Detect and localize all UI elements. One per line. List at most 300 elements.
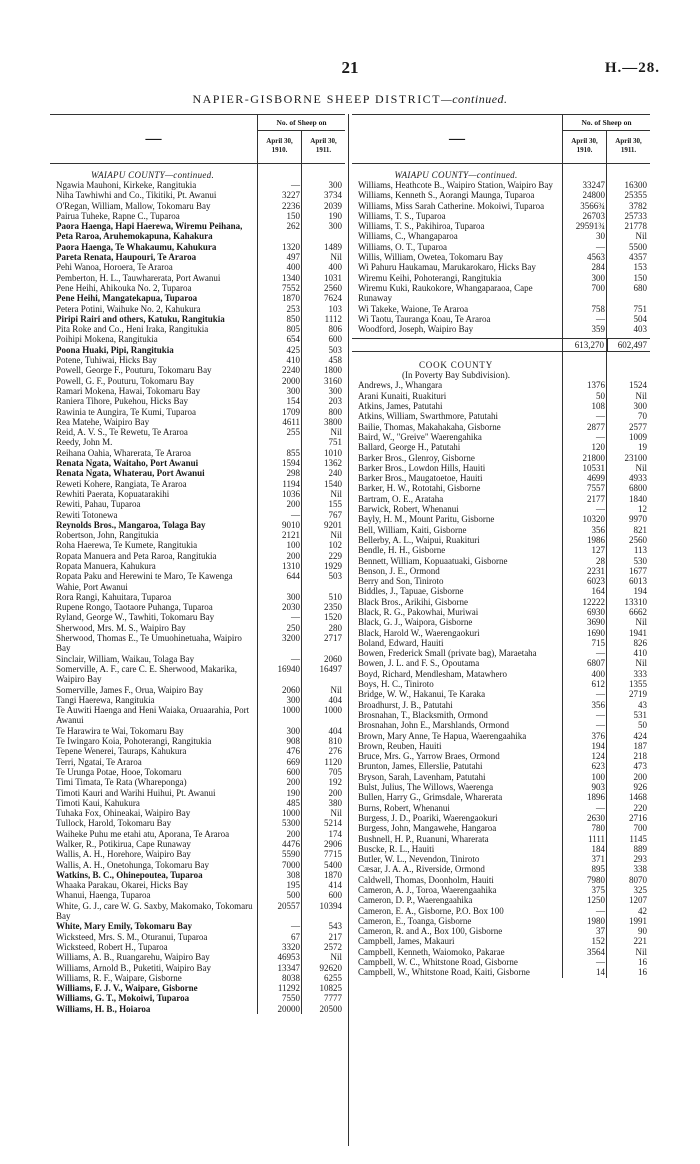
header-dash: —: [145, 130, 162, 147]
sheep-1911: 4357: [629, 252, 647, 263]
sheep-1911: 2560: [629, 534, 647, 545]
table-row: [50, 633, 345, 654]
section-heading: WAIAPU COUNTY—continued.: [90, 170, 215, 180]
sheep-1911: 6255: [324, 972, 342, 983]
table-row: [50, 540, 345, 550]
table-row: [50, 345, 345, 355]
owner-name: Williams, G. T., Mokoiwi, Tuparoa: [56, 993, 190, 1004]
sheep-1911: 767: [328, 509, 342, 520]
table-row: [352, 525, 650, 535]
table-row: [50, 973, 345, 983]
sheep-1911: 1031: [324, 272, 342, 283]
sheep-1910: 4611: [282, 416, 300, 427]
sheep-1911: 1010: [324, 447, 342, 458]
table-row: [352, 231, 650, 241]
owner-name: Timi Timata, Te Rata (Whareponga): [56, 777, 187, 788]
table-row: [50, 798, 345, 808]
sheep-1911: Nil: [330, 488, 342, 499]
section-heading-cook: COOK COUNTY: [418, 360, 494, 371]
sheep-1910: 3200: [282, 633, 300, 644]
sheep-1910: 7557: [587, 483, 605, 494]
owner-name: Barker Bros., Glenroy, Gisborne: [358, 452, 475, 463]
owner-name: Potene, Tuhiwai, Hicks Bay: [56, 355, 157, 366]
table-row: [352, 710, 650, 720]
sheep-1910: 255: [286, 427, 300, 438]
sheep-1910: 600: [286, 766, 300, 777]
sheep-1910: 2630: [587, 812, 605, 823]
sheep-1911: 240: [328, 468, 342, 479]
sheep-1910: 108: [591, 401, 605, 412]
owner-name: Cameron, R. and A., Box 100, Gisborne: [358, 926, 503, 937]
header-col-1911: April 30, 1911.: [301, 131, 345, 163]
sheep-1910: 400: [591, 668, 605, 679]
sheep-1911: 2719: [629, 689, 647, 700]
sheep-1911: 1207: [629, 895, 647, 906]
sheep-1910: —: [596, 504, 605, 515]
sheep-1911: 103: [328, 303, 342, 314]
owner-name: Rawinia te Aungira, Te Kumi, Tuparoa: [56, 406, 196, 417]
owner-name: Bailie, Thomas, Makahakaha, Gisborne: [358, 421, 501, 432]
sheep-1911: 1941: [629, 627, 647, 638]
sheep-1911: 1677: [629, 565, 647, 576]
sheep-1910: 1709: [282, 406, 300, 417]
sheep-1910: 253: [286, 303, 300, 314]
owner-name: Burgess, John, Mangawehe, Hangaroa: [358, 823, 497, 834]
sheep-1911: 2906: [324, 839, 342, 849]
sheep-1910: 715: [591, 637, 605, 648]
owner-name: Burns, Robert, Whenanui: [358, 802, 450, 813]
sheep-1910: —: [596, 241, 605, 252]
header-dash: —: [449, 130, 465, 147]
sheep-1911: Nil: [330, 427, 342, 438]
sheep-1911: 16497: [319, 663, 342, 674]
header-col-1910: April 30, 1910.: [571, 137, 598, 154]
table-row: [50, 685, 345, 695]
table-row: [50, 705, 345, 726]
sheep-1911: 300: [328, 221, 342, 232]
sheep-1911: 680: [633, 282, 647, 293]
owner-name: Bowen, Frederick Small (private bag), Maraetaha: [358, 648, 537, 659]
sheep-1910: 10320: [582, 514, 605, 525]
owner-name: Wicksteed, Mrs. S. M., Oturanui, Tuparoa: [56, 931, 208, 942]
owner-name: Niha Tawhiwhi and Co., Tikitiki, Pt. Awanui: [56, 190, 217, 201]
section-heading: WAIAPU COUNTY—continued.: [394, 170, 518, 180]
owner-name: Ryland, George W., Tawhiti, Tokomaru Bay: [56, 612, 215, 623]
sheep-1910: 6023: [587, 576, 605, 587]
owner-name: Williams, R. F., Waipare, Gisborne: [56, 972, 182, 983]
table-row: [50, 788, 345, 798]
owner-name: Williams, F. J. V., Waipare, Gisborne: [56, 983, 198, 994]
table-row: [352, 314, 650, 324]
sheep-1911: 1145: [629, 833, 647, 844]
sheep-1910: 12222: [582, 596, 605, 607]
owner-name: White, Mary Emily, Tokomaru Bay: [56, 921, 193, 932]
sheep-1910: 855: [286, 447, 300, 458]
table-row: [352, 957, 650, 967]
sheep-1911: 150: [633, 272, 647, 283]
table-row: [50, 386, 345, 396]
sheep-1910: 612: [591, 679, 605, 690]
sheep-1911: 2060: [324, 653, 342, 664]
sheep-1911: Nil: [330, 684, 342, 695]
sheep-1911: 2717: [324, 633, 342, 644]
sheep-1911: 889: [633, 843, 647, 854]
table-row: [50, 180, 345, 190]
owner-name: Bendle, H. H., Gisborne: [358, 545, 446, 556]
table-row: [352, 792, 650, 802]
table-row: [352, 556, 650, 566]
table-row: [50, 839, 345, 849]
sheep-1911: 806: [328, 324, 342, 335]
sheep-1911: 404: [328, 694, 342, 705]
table-row: [50, 963, 345, 973]
sheep-1911: 5400: [324, 859, 342, 870]
table-row: [50, 499, 345, 509]
owner-name: Walker, R., Potikirua, Cape Runaway: [56, 839, 191, 849]
owner-name: Wi Pahuru Haukamau, Marukarokaro, Hicks Bay: [358, 262, 536, 273]
sheep-1911: 2560: [324, 282, 342, 293]
header-group-label: No. of Sheep on: [258, 115, 345, 131]
owner-name: White, G. J., care W. G. Saxby, Makomako, Tokomaru Bay: [56, 900, 253, 922]
sheep-1911: 6013: [629, 576, 647, 587]
table-row: [50, 201, 345, 211]
sheep-1910: 850: [286, 313, 300, 324]
sheep-1910: 400: [286, 262, 300, 273]
owner-name: Black, R. G., Pakowhai, Muriwai: [358, 606, 479, 617]
table-row: [352, 442, 650, 452]
sheep-1911: 276: [328, 746, 342, 757]
table-row: [50, 736, 345, 746]
table-row: [50, 612, 345, 622]
sheep-1910: 410: [286, 355, 300, 366]
table-row: [50, 993, 345, 1003]
table-row: [352, 576, 650, 586]
owner-name: Barker, H. W., Rototahi, Gisborne: [358, 483, 481, 494]
county-total-row: [352, 338, 650, 352]
owner-name: Baird, W., "Greive" Waerengahika: [358, 431, 482, 442]
title-main: NAPIER-GISBORNE SHEEP DISTRICT: [192, 92, 442, 106]
sheep-1911: 333: [633, 668, 647, 679]
sheep-1910: 154: [286, 396, 300, 407]
sheep-1911: Nil: [635, 617, 647, 628]
table-row: [352, 566, 650, 576]
sheep-1910: 200: [286, 828, 300, 839]
sheep-1910: 30: [596, 231, 605, 242]
table-row: [50, 242, 345, 252]
owner-name: Boyd, Richard, Mendlesham, Matawhero: [358, 668, 507, 679]
owner-name: Reedy, John M.: [56, 437, 113, 448]
header-col-1910: April 30, 1910.: [266, 137, 293, 154]
owner-name: Paora Haenga, Te Whakaumu, Kahukura: [56, 241, 217, 252]
sheep-1910: —: [596, 709, 605, 720]
sheep-1911: 543: [328, 921, 342, 932]
table-header: [50, 114, 345, 164]
sheep-1911: 153: [633, 262, 647, 273]
sheep-1910: 250: [286, 622, 300, 633]
sheep-1911: 400: [328, 262, 342, 273]
table-row: [50, 942, 345, 952]
table-row: [50, 355, 345, 365]
sheep-1910: 908: [286, 736, 300, 747]
sheep-1910: 200: [286, 550, 300, 561]
sheep-1910: —: [596, 689, 605, 700]
sheep-1910: 262: [286, 221, 300, 232]
table-row: [50, 777, 345, 787]
owner-name: Williams, H. B., Hoiaroa: [56, 1003, 151, 1014]
sheep-1910: 11292: [277, 983, 300, 994]
sheep-1911: 25733: [624, 210, 647, 221]
sheep-1910: 127: [591, 545, 605, 556]
right-column: [352, 114, 650, 978]
sheep-1911: 2572: [324, 941, 342, 952]
sheep-1911: 503: [328, 571, 342, 582]
table-row: [352, 201, 650, 211]
table-row: [352, 545, 650, 555]
owner-name: Reynolds Bros., Mangaroa, Tolaga Bay: [56, 519, 206, 530]
sheep-1910: 7552: [282, 282, 300, 293]
sheep-1911: 1540: [324, 478, 342, 489]
sheep-1911: 1000: [324, 705, 342, 716]
table-row: [50, 520, 345, 530]
sheep-1910: 1340: [282, 272, 300, 283]
sheep-1910: —: [596, 313, 605, 324]
sheep-1910: —: [596, 648, 605, 659]
sheep-1910: 758: [591, 303, 605, 314]
table-row: [50, 921, 345, 931]
table-row: [352, 504, 650, 514]
sheep-1911: 510: [328, 591, 342, 602]
table-row: [50, 489, 345, 499]
sheep-1910: 184: [591, 843, 605, 854]
owner-name: Bennett, William, Kopuaatuaki, Gisborne: [358, 555, 508, 566]
sheep-1910: 120: [591, 442, 605, 453]
owner-name: Rupene Rongo, Taotaore Puhanga, Tuparoa: [56, 602, 213, 613]
owner-name: Reweti Kohere, Rangiata, Te Araroa: [56, 478, 187, 489]
owner-name: Rewiti, Pahau, Tuparoa: [56, 499, 141, 510]
table-row: [50, 952, 345, 962]
table-row: [352, 221, 650, 231]
owner-name: Pita Roke and Co., Heni Iraka, Rangitukia: [56, 324, 209, 335]
sheep-1910: 2240: [282, 365, 300, 376]
sheep-1911: Nil: [330, 252, 342, 263]
owner-name: Robertson, John, Rangitukia: [56, 530, 159, 541]
sheep-1910: 623: [591, 761, 605, 772]
sheep-1910: 2060: [282, 684, 300, 695]
sheep-1910: 10531: [582, 462, 605, 473]
sheep-1911: 293: [633, 854, 647, 865]
sheep-1911: 190: [328, 210, 342, 221]
owner-name: Rewhiti Paerata, Kopuatarakihi: [56, 488, 170, 499]
sheep-1911: Nil: [635, 658, 647, 669]
table-row: [352, 473, 650, 483]
table-row: [50, 448, 345, 458]
table-row: [50, 602, 345, 612]
owner-name: Sherwood, Mrs. M. S., Waipiro Bay: [56, 622, 186, 633]
title-continued: —continued.: [441, 92, 508, 106]
sheep-1910: 3690: [587, 617, 605, 628]
owner-name: Bruce, Mrs. G., Yarrow Braes, Ormond: [358, 751, 500, 762]
table-row: [50, 592, 345, 602]
table-row: [50, 757, 345, 767]
sheep-1911: Nil: [330, 952, 342, 963]
sheep-1910: 485: [286, 797, 300, 808]
table-row: [50, 293, 345, 303]
owner-name: Cameron, D. P., Waerengaahika: [358, 895, 473, 906]
table-row: [352, 741, 650, 751]
table-row: [50, 829, 345, 839]
table-row: [50, 396, 345, 406]
owner-name: Brosnahan, John E., Marshlands, Ormond: [358, 720, 509, 731]
sheep-1911: 102: [328, 540, 342, 551]
table-row: [352, 967, 650, 977]
sheep-1910: —: [596, 957, 605, 968]
sheep-1911: 531: [633, 709, 647, 720]
table-row: [50, 890, 345, 900]
sheep-1910: 3564: [587, 946, 605, 957]
owner-name: Willis, William, Owetea, Tokomaru Bay: [358, 252, 504, 263]
sheep-1911: 300: [328, 180, 342, 190]
sheep-1911: 20500: [319, 1003, 342, 1014]
owner-name: Bridge, W. W., Hakanui, Te Karaka: [358, 689, 486, 700]
sheep-1911: 10825: [319, 983, 342, 994]
owner-name: Williams, O. T., Tuparoa: [358, 241, 448, 252]
sheep-1910: 654: [286, 334, 300, 345]
sheep-1911: 203: [328, 396, 342, 407]
owner-name: Ngawia Mauhoni, Kirkeke, Rangitukia: [56, 180, 197, 190]
sheep-1910: 1870: [282, 293, 300, 304]
sheep-1910: 1376: [587, 380, 605, 391]
table-row: [352, 895, 650, 905]
sheep-1911: 25355: [624, 190, 647, 201]
owner-name: Somerville, James F., Orua, Waipiro Bay: [56, 684, 204, 695]
owner-name: Powell, G. F., Pouturu, Tokomaru Bay: [56, 375, 194, 386]
owner-name: Brown, Reuben, Hauiti: [358, 740, 442, 751]
sheep-1910: 356: [591, 699, 605, 710]
owner-name: Barker Bros., Maugatoetoe, Hauiti: [358, 473, 483, 484]
sheep-1910: 2030: [282, 602, 300, 613]
owner-name: Bullen, Harry G., Grimsdale, Wharerata: [358, 792, 503, 803]
table-row: [50, 324, 345, 334]
owner-name: Wi Taotu, Tauranga Koau, Te Araroa: [358, 313, 491, 324]
header-sheep-counts: [257, 115, 345, 163]
owner-name: Wiremu Keihi, Pohoterangi, Rangitukia: [358, 272, 502, 283]
sheep-1911: 458: [328, 355, 342, 366]
table-row: [352, 586, 650, 596]
table-row: [352, 947, 650, 957]
sheep-1911: 1800: [324, 365, 342, 376]
table-row: [50, 695, 345, 705]
table-row: [50, 623, 345, 633]
sheep-1911: 10394: [319, 900, 342, 911]
sheep-1911: 220: [633, 802, 647, 813]
table-row: [50, 365, 345, 375]
table-row: [50, 880, 345, 890]
sheep-1911: 826: [633, 637, 647, 648]
table-row: [352, 648, 650, 658]
sheep-1911: 200: [328, 787, 342, 798]
owner-name: Williams, C., Whangaparoa: [358, 231, 458, 242]
sheep-1911: 3800: [324, 416, 342, 427]
owner-name: Tuhaka Fox, Ohineakai, Waipiro Bay: [56, 808, 191, 819]
owner-name: Pene Heihi, Mangatekapua, Tuparoa: [56, 293, 198, 304]
sheep-1911: 7715: [324, 849, 342, 860]
owner-name: Te Auwiti Haenga and Heni Waiaka, Oruaarahia, Port Awanui: [56, 705, 250, 726]
sheep-1910: —: [596, 802, 605, 813]
sheep-1911: 192: [328, 777, 342, 788]
sheep-1910: 67: [291, 931, 300, 942]
sheep-1911: 16300: [624, 180, 647, 190]
owner-name: Bayly, H. M., Mount Paritu, Gisborne: [358, 514, 495, 525]
table-row: [352, 190, 650, 200]
table-row: [50, 818, 345, 828]
sheep-1911: 1362: [324, 458, 342, 469]
sheep-1910: 1036: [282, 488, 300, 499]
owner-name: Raniera Tihore, Pukehou, Hicks Bay: [56, 396, 188, 407]
table-row: [352, 211, 650, 221]
sheep-1910: 500: [286, 890, 300, 901]
sheep-1910: 37: [596, 926, 605, 937]
sheep-1911: 6662: [629, 606, 647, 617]
table-row: [352, 658, 650, 668]
table-row: [352, 638, 650, 648]
owner-name: Whaaka Parakau, Okarei, Hicks Bay: [56, 880, 188, 891]
sheep-1910: 100: [286, 540, 300, 551]
sheep-1910: 28: [596, 555, 605, 566]
sheep-1910: —: [291, 921, 300, 932]
sheep-1911: 414: [328, 880, 342, 891]
sheep-1911: 1520: [324, 612, 342, 623]
table-row: [352, 391, 650, 401]
owner-name: Ropata Paku and Herewini te Maro, Te Kawenga Wahie, Port Awanui: [56, 571, 233, 592]
owner-name: Somerville, A. F., care C. E. Sherwood, Makarika, Waipiro Bay: [56, 663, 237, 685]
table-row: [50, 530, 345, 540]
owner-name: Cæsar, J. A. A., Riverside, Ormond: [358, 864, 485, 875]
table-row: [352, 844, 650, 854]
table-row: [50, 458, 345, 468]
sheep-1911: 410: [633, 648, 647, 659]
owner-name: Reihana Oahia, Wharerata, Te Araroa: [56, 447, 191, 458]
owner-name: Biddles, J., Tapuae, Gisborne: [358, 586, 464, 597]
owner-name: Ropata Manuera, Kahukura: [56, 560, 156, 571]
sheep-1910: 1690: [587, 627, 605, 638]
sheep-1911: 42: [638, 905, 647, 916]
sheep-1910: 1896: [587, 792, 605, 803]
table-row: [352, 617, 650, 627]
sheep-1911: 300: [633, 401, 647, 412]
table-row: [50, 334, 345, 344]
owner-name: Tullock, Harold, Tokomaru Bay: [56, 818, 172, 829]
sheep-1911: Nil: [330, 530, 342, 541]
owner-name: Wallis, A. H., Horehore, Waipiro Bay: [56, 849, 191, 860]
sheep-1910: 3566¾: [580, 200, 605, 211]
sheep-1910: 124: [591, 751, 605, 762]
owner-name: Wicksteed, Robert H., Tuparoa: [56, 941, 168, 952]
owner-name: Tepene Wenerei, Tauraps, Kahukura: [56, 746, 187, 757]
sheep-1910: 476: [286, 746, 300, 757]
table-row: [352, 823, 650, 833]
owner-name: Reid, A. V. S., Te Rewetu, Te Araroa: [56, 427, 188, 438]
sheep-1910: 1320: [282, 241, 300, 252]
sheep-1910: 152: [591, 936, 605, 947]
table-header: [352, 114, 650, 164]
sheep-1910: 150: [286, 210, 300, 221]
owner-name: O'Regan, William, Mallow, Tokomaru Bay: [56, 200, 211, 211]
owner-name: Williams, Arnold B., Puketiti, Waipiro Bay: [56, 962, 211, 973]
owner-name: Bryson, Sarah, Lavenham, Patutahi: [358, 771, 486, 782]
sheep-1911: 1991: [629, 915, 647, 926]
table-row: [352, 380, 650, 390]
sheep-1911: 5500: [629, 241, 647, 252]
